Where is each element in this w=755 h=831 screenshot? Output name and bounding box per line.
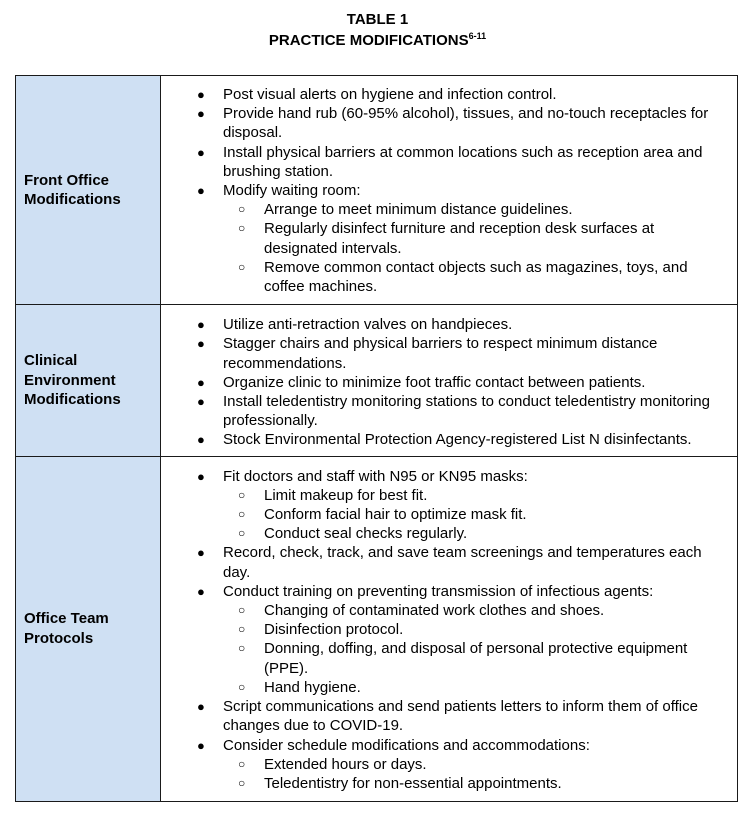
bullet-icon: ● [197, 699, 205, 715]
bullet-icon: ● [197, 737, 205, 753]
list-item-text: Utilize anti-retraction valves on handpieces. [223, 316, 513, 334]
table-caption [0, 9, 755, 51]
list-item-text: Post visual alerts on hygiene and infection control. [223, 86, 557, 103]
list-item-text: Organize clinic to minimize foot traffic contact between patients. [223, 373, 646, 391]
bullet-icon: ● [197, 106, 205, 122]
list-item [161, 315, 729, 334]
sub-list-item-text: Extended hours or days. [264, 755, 427, 773]
table-title [0, 30, 755, 51]
list-item [161, 373, 729, 392]
bullet-list [161, 457, 737, 801]
list-item [161, 582, 729, 697]
category-label-line: Environment [24, 371, 116, 389]
list-item [161, 392, 729, 430]
sub-list-item [223, 755, 729, 774]
sub-bullet-list [223, 601, 729, 697]
reference-superscript: 6-11 [468, 31, 487, 41]
category-label-line: Protocols [24, 629, 94, 647]
bullet-icon: ● [197, 432, 205, 448]
items-cell [161, 76, 738, 305]
bullet-icon: ● [197, 374, 205, 390]
list-item-text: Provide hand rub (60-95% alcohol), tissues, and no-touch receptacles for disposal. [223, 105, 709, 142]
circle-bullet-icon: ○ [238, 679, 246, 694]
bullet-icon: ● [197, 545, 205, 561]
category-label-line: Office Team [24, 610, 109, 628]
list-item-text: Modify waiting room: [223, 182, 361, 200]
items-cell [161, 305, 738, 456]
bullet-icon: ● [197, 394, 205, 410]
category-label-line: Modifications [24, 391, 121, 409]
sub-list-item [223, 774, 729, 793]
bullet-icon: ● [197, 144, 205, 160]
category-cell [16, 76, 161, 305]
list-item-text: Fit doctors and staff with N95 or KN95 masks: [223, 467, 528, 485]
sub-list-item-text: Limit makeup for best fit. [264, 486, 428, 504]
list-item-text: Conduct training on preventing transmission of infectious agents: [223, 582, 654, 600]
category-label-line: Front Office [24, 171, 109, 189]
sub-list-item-text: Changing of contaminated work clothes and shoes. [264, 602, 605, 620]
bullet-icon: ● [197, 87, 205, 102]
sub-list-item [223, 678, 729, 697]
list-item [161, 334, 729, 372]
bullet-list [161, 305, 737, 455]
table-title-text: PRACTICE MODIFICATIONS [268, 32, 469, 49]
sub-list-item [223, 524, 729, 543]
list-item-text: Install teledentistry monitoring stations to conduct teledentistry monitoring professionally. [223, 393, 710, 430]
list-item [161, 467, 729, 544]
sub-list-item-text: Donning, doffing, and disposal of personal protective equipment (PPE). [264, 640, 688, 677]
sub-list-item-text: Conduct seal checks regularly. [264, 525, 468, 543]
sub-bullet-list [223, 200, 729, 296]
sub-list-item [223, 486, 729, 505]
sub-list-item-text: Disinfection protocol. [264, 621, 404, 639]
circle-bullet-icon: ○ [238, 641, 246, 656]
list-item [161, 697, 729, 735]
bullet-icon: ● [197, 583, 205, 599]
table-number: TABLE 1 [346, 11, 409, 28]
sub-list-item [223, 258, 729, 296]
list-item [161, 143, 729, 181]
sub-list-item [223, 219, 729, 257]
category-cell [16, 305, 161, 456]
list-item-text: Consider schedule modifications and accommodations: [223, 736, 590, 754]
sub-list-item-text: Regularly disinfect furniture and reception desk surfaces at designated intervals. [264, 220, 655, 257]
sub-bullet-list [223, 755, 729, 793]
circle-bullet-icon: ○ [238, 775, 246, 790]
table-row [16, 305, 738, 456]
circle-bullet-icon: ○ [238, 622, 246, 637]
bullet-icon: ● [197, 336, 205, 352]
bullet-icon: ● [197, 183, 205, 199]
sub-list-item-text: Remove common contact objects such as magazines, toys, and coffee machines. [264, 258, 688, 296]
sub-list-item-text: Teledentistry for non-essential appointments. [264, 774, 562, 792]
list-item [161, 430, 729, 449]
circle-bullet-icon: ○ [238, 507, 246, 522]
list-item-text: Stock Environmental Protection Agency-registered List N disinfectants. [223, 431, 692, 449]
sub-list-item [223, 505, 729, 524]
sub-list-item [223, 620, 729, 639]
circle-bullet-icon: ○ [238, 202, 246, 217]
list-item-text: Record, check, track, and save team screenings and temperatures each day. [223, 544, 702, 581]
list-item [161, 85, 729, 104]
category-label-line: Clinical [24, 352, 78, 370]
list-item [161, 736, 729, 794]
sub-list-item-text: Arrange to meet minimum distance guidelines. [264, 201, 573, 219]
category-cell [16, 456, 161, 801]
category-label-line: Modifications [24, 191, 121, 209]
list-item [161, 181, 729, 296]
table-body [16, 76, 738, 802]
list-item [161, 543, 729, 581]
table-row [16, 76, 738, 305]
bullet-icon: ● [197, 468, 205, 484]
practice-modifications-table [15, 75, 738, 802]
bullet-icon: ● [197, 317, 205, 333]
list-item-text: Stagger chairs and physical barriers to respect minimum distance recommendations. [223, 335, 658, 372]
circle-bullet-icon: ○ [238, 487, 246, 502]
sub-list-item [223, 601, 729, 620]
circle-bullet-icon: ○ [238, 221, 246, 236]
circle-bullet-icon: ○ [238, 756, 246, 771]
circle-bullet-icon: ○ [238, 603, 246, 618]
items-cell [161, 456, 738, 801]
list-item-text: Script communications and send patients letters to inform them of office changes due to COVID-19. [223, 698, 698, 735]
list-item-text: Install physical barriers at common locations such as reception area and brushing station. [223, 143, 703, 180]
sub-list-item [223, 200, 729, 219]
circle-bullet-icon: ○ [238, 259, 246, 274]
sub-bullet-list [223, 486, 729, 544]
circle-bullet-icon: ○ [238, 526, 246, 541]
sub-list-item-text: Hand hygiene. [264, 678, 361, 696]
table-row [16, 456, 738, 801]
sub-list-item [223, 639, 729, 677]
bullet-list [161, 76, 737, 304]
sub-list-item-text: Conform facial hair to optimize mask fit. [264, 506, 527, 524]
list-item [161, 104, 729, 142]
